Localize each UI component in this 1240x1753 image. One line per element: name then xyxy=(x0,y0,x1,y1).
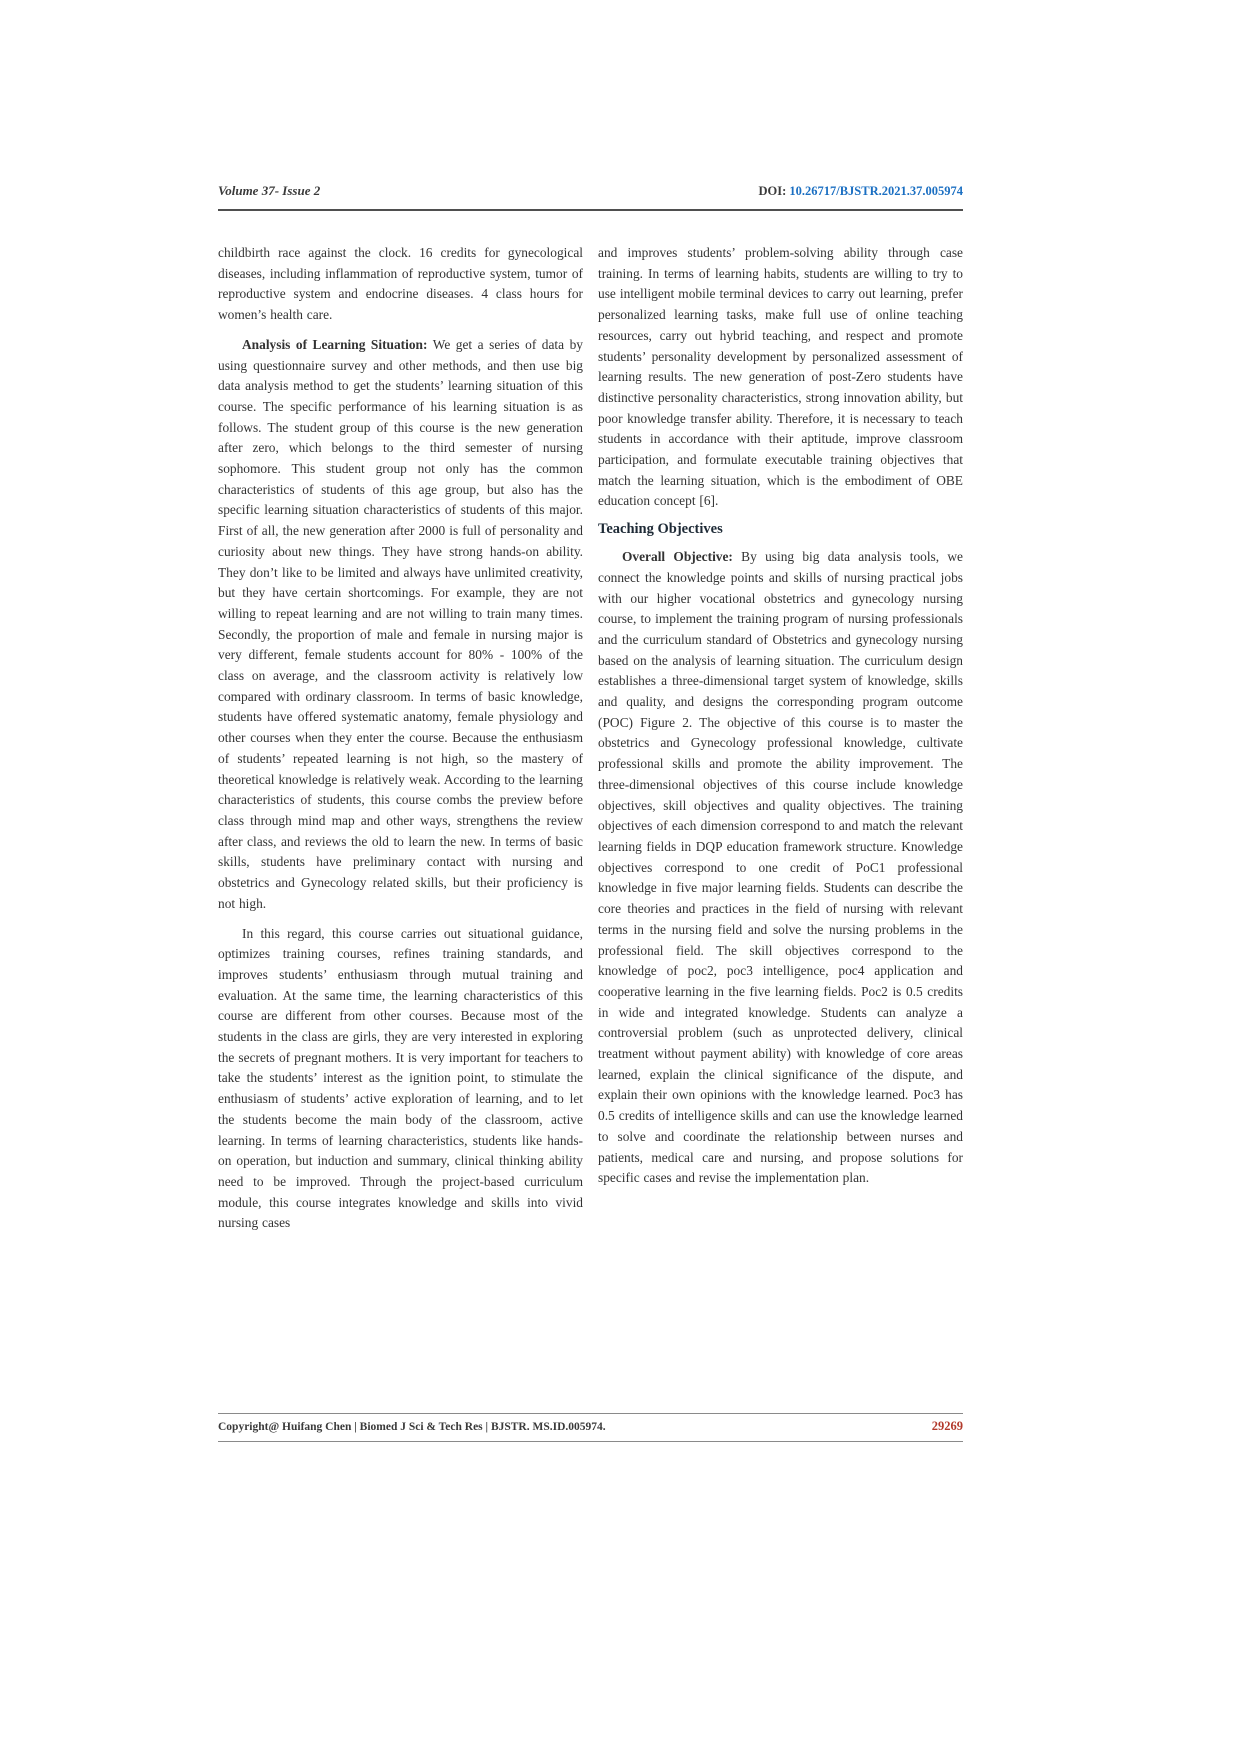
run-in-heading-overall-objective: Overall Objective: xyxy=(622,549,733,565)
paragraph-text: We get a series of data by using questionnaire survey and other methods, and then use big data analysis method to get the students’ learning situation of this course. The specific performance of his learning situation is as follows. The student group of this course is the new generation after zero, which belongs to the third semester of nursing sophomore. This student group not only has the common characteristics of students of this age group, but also has the specific learning situation characteristics of students of this major. First of all, the new generation after 2000 is full of personality and curiosity about new things. They have strong hands-on ability. They don’t like to be limited and always have unlimited creativity, but they have certain shortcomings. For example, they are not willing to repeat learning and are not willing to train many times. Secondly, the proportion of male and female in nursing major is very different, female students account for 80% - 100% of the class on average, and the classroom activity is relatively low compared with ordinary classroom. In terms of basic knowledge, students have offered systematic anatomy, female physiology and other courses when they enter the course. Because the enthusiasm of students’ repeated learning is not high, so the mastery of theoretical knowledge is relatively weak. According to the learning characteristics of students, this course combs the preview before class through mind map and other ways, strengthens the review after class, and reviews the old to learn the new. In terms of basic skills, students have preliminary contact with nursing and obstetrics and Gynecology related skills, but their proficiency is not high. xyxy=(218,336,584,911)
page-header xyxy=(218,183,963,199)
volume-issue: Volume 37- Issue 2 xyxy=(218,183,321,198)
paragraph-overall-objective xyxy=(598,547,963,1189)
page-number: 29269 xyxy=(931,1419,963,1433)
copyright-line: Copyright@ Huifang Chen | Biomed J Sci & Tech Res | BJSTR. MS.ID.005974. xyxy=(218,1421,606,1433)
left-column xyxy=(218,243,583,1243)
header-rule xyxy=(218,209,963,211)
footer-rule-top xyxy=(218,1413,963,1414)
section-heading-teaching-objectives: Teaching Objectives xyxy=(598,521,723,538)
run-in-heading-analysis: Analysis of Learning Situation: xyxy=(242,336,428,352)
doi-link[interactable]: 10.26717/BJSTR.2021.37.005974 xyxy=(789,184,963,198)
paragraph-analysis-of-learning-situation xyxy=(218,335,583,915)
doi xyxy=(758,184,963,199)
paragraph-text: By using big data analysis tools, we connect the knowledge points and skills of nursing practical jobs with our higher vocational obstetrics and gynecology nursing course, to implement the training program of nursing professionals and the curriculum standard of Obstetrics and gynecology nursing based on the analysis of learning situation. The curriculum design establishes a three-dimensional target system of knowledge, skills and quality, and designs the corresponding program outcome (POC) Figure 2. The objective of this course is to master the obstetrics and Gynecology professional knowledge, cultivate professional skills and promote the ability improvement. The three-dimensional objectives of this course include knowledge objectives, skill objectives and quality objectives. The training objectives of each dimension correspond to and match the relevant learning fields in DQP education framework structure. Knowledge objectives correspond to one credit of PoC1 professional knowledge in five major learning fields. Students can describe the core theories and practices in the field of nursing with relevant terms in the nursing field and solve the nursing problems in the professional field. The skill objectives correspond to the knowledge of poc2, poc3 intelligence, poc4 application and cooperative learning in the five learning fields. Poc2 is 0.5 credits in wide and integrated knowledge. Students can analyze a controversial problem (such as unprotected delivery, clinical treatment without payment ability) with knowledge of core areas learned, explain the clinical significance of the dispute, and explain their own opinions with the knowledge learned. Poc3 has 0.5 credits of intelligence skills and can use the knowledge learned to solve and coordinate the relationship between nurses and patients, medical care and nursing, and propose solutions for specific cases and revise the implementation plan. xyxy=(598,549,963,1186)
right-column xyxy=(598,243,963,1243)
paragraph-continuation-right: and improves students’ problem-solving ability through case training. In terms of learning habits, students are willing to try to use intelligent mobile terminal devices to carry out learning, prefer personalized learning tasks, make full use of online teaching resources, carry out hybrid teaching, and respect and promote students’ personality development by personalized assessment of learning results. The new generation of post-Zero students have distinctive personality characteristics, strong innovation ability, but poor knowledge transfer ability. Therefore, it is necessary to teach students in accordance with their aptitude, improve classroom participation, and formulate executable training objectives that match the learning situation, which is the embodiment of OBE education concept [6]. xyxy=(598,245,963,509)
page-footer xyxy=(218,1419,963,1434)
paragraph-continuation: childbirth race against the clock. 16 credits for gynecological diseases, including inflammation of reproductive system, tumor of reproductive system and endocrine diseases. 4 class hours for women’s health care. xyxy=(218,245,583,323)
footer-rule-bottom xyxy=(218,1441,963,1442)
doi-label: DOI: xyxy=(758,184,787,198)
paragraph-in-this-regard: In this regard, this course carries out situational guidance, optimizes training courses, refines training standards, and improves students’ enthusiasm through mutual training and evaluation. At the same time, the learning characteristics of this course are different from other courses. Because most of the students in the class are girls, they are very interested in exploring the secrets of pregnant mothers. It is very important for teachers to take the students’ interest as the ignition point, to stimulate the enthusiasm of students’ active exploration of learning, and to let the students become the main body of the classroom, active learning. In terms of learning characteristics, students like hands-on operation, but induction and summary, clinical thinking ability need to be improved. Through the project-based curriculum module, this course integrates knowledge and skills into vivid nursing cases xyxy=(218,925,583,1231)
article-body xyxy=(218,243,963,1243)
